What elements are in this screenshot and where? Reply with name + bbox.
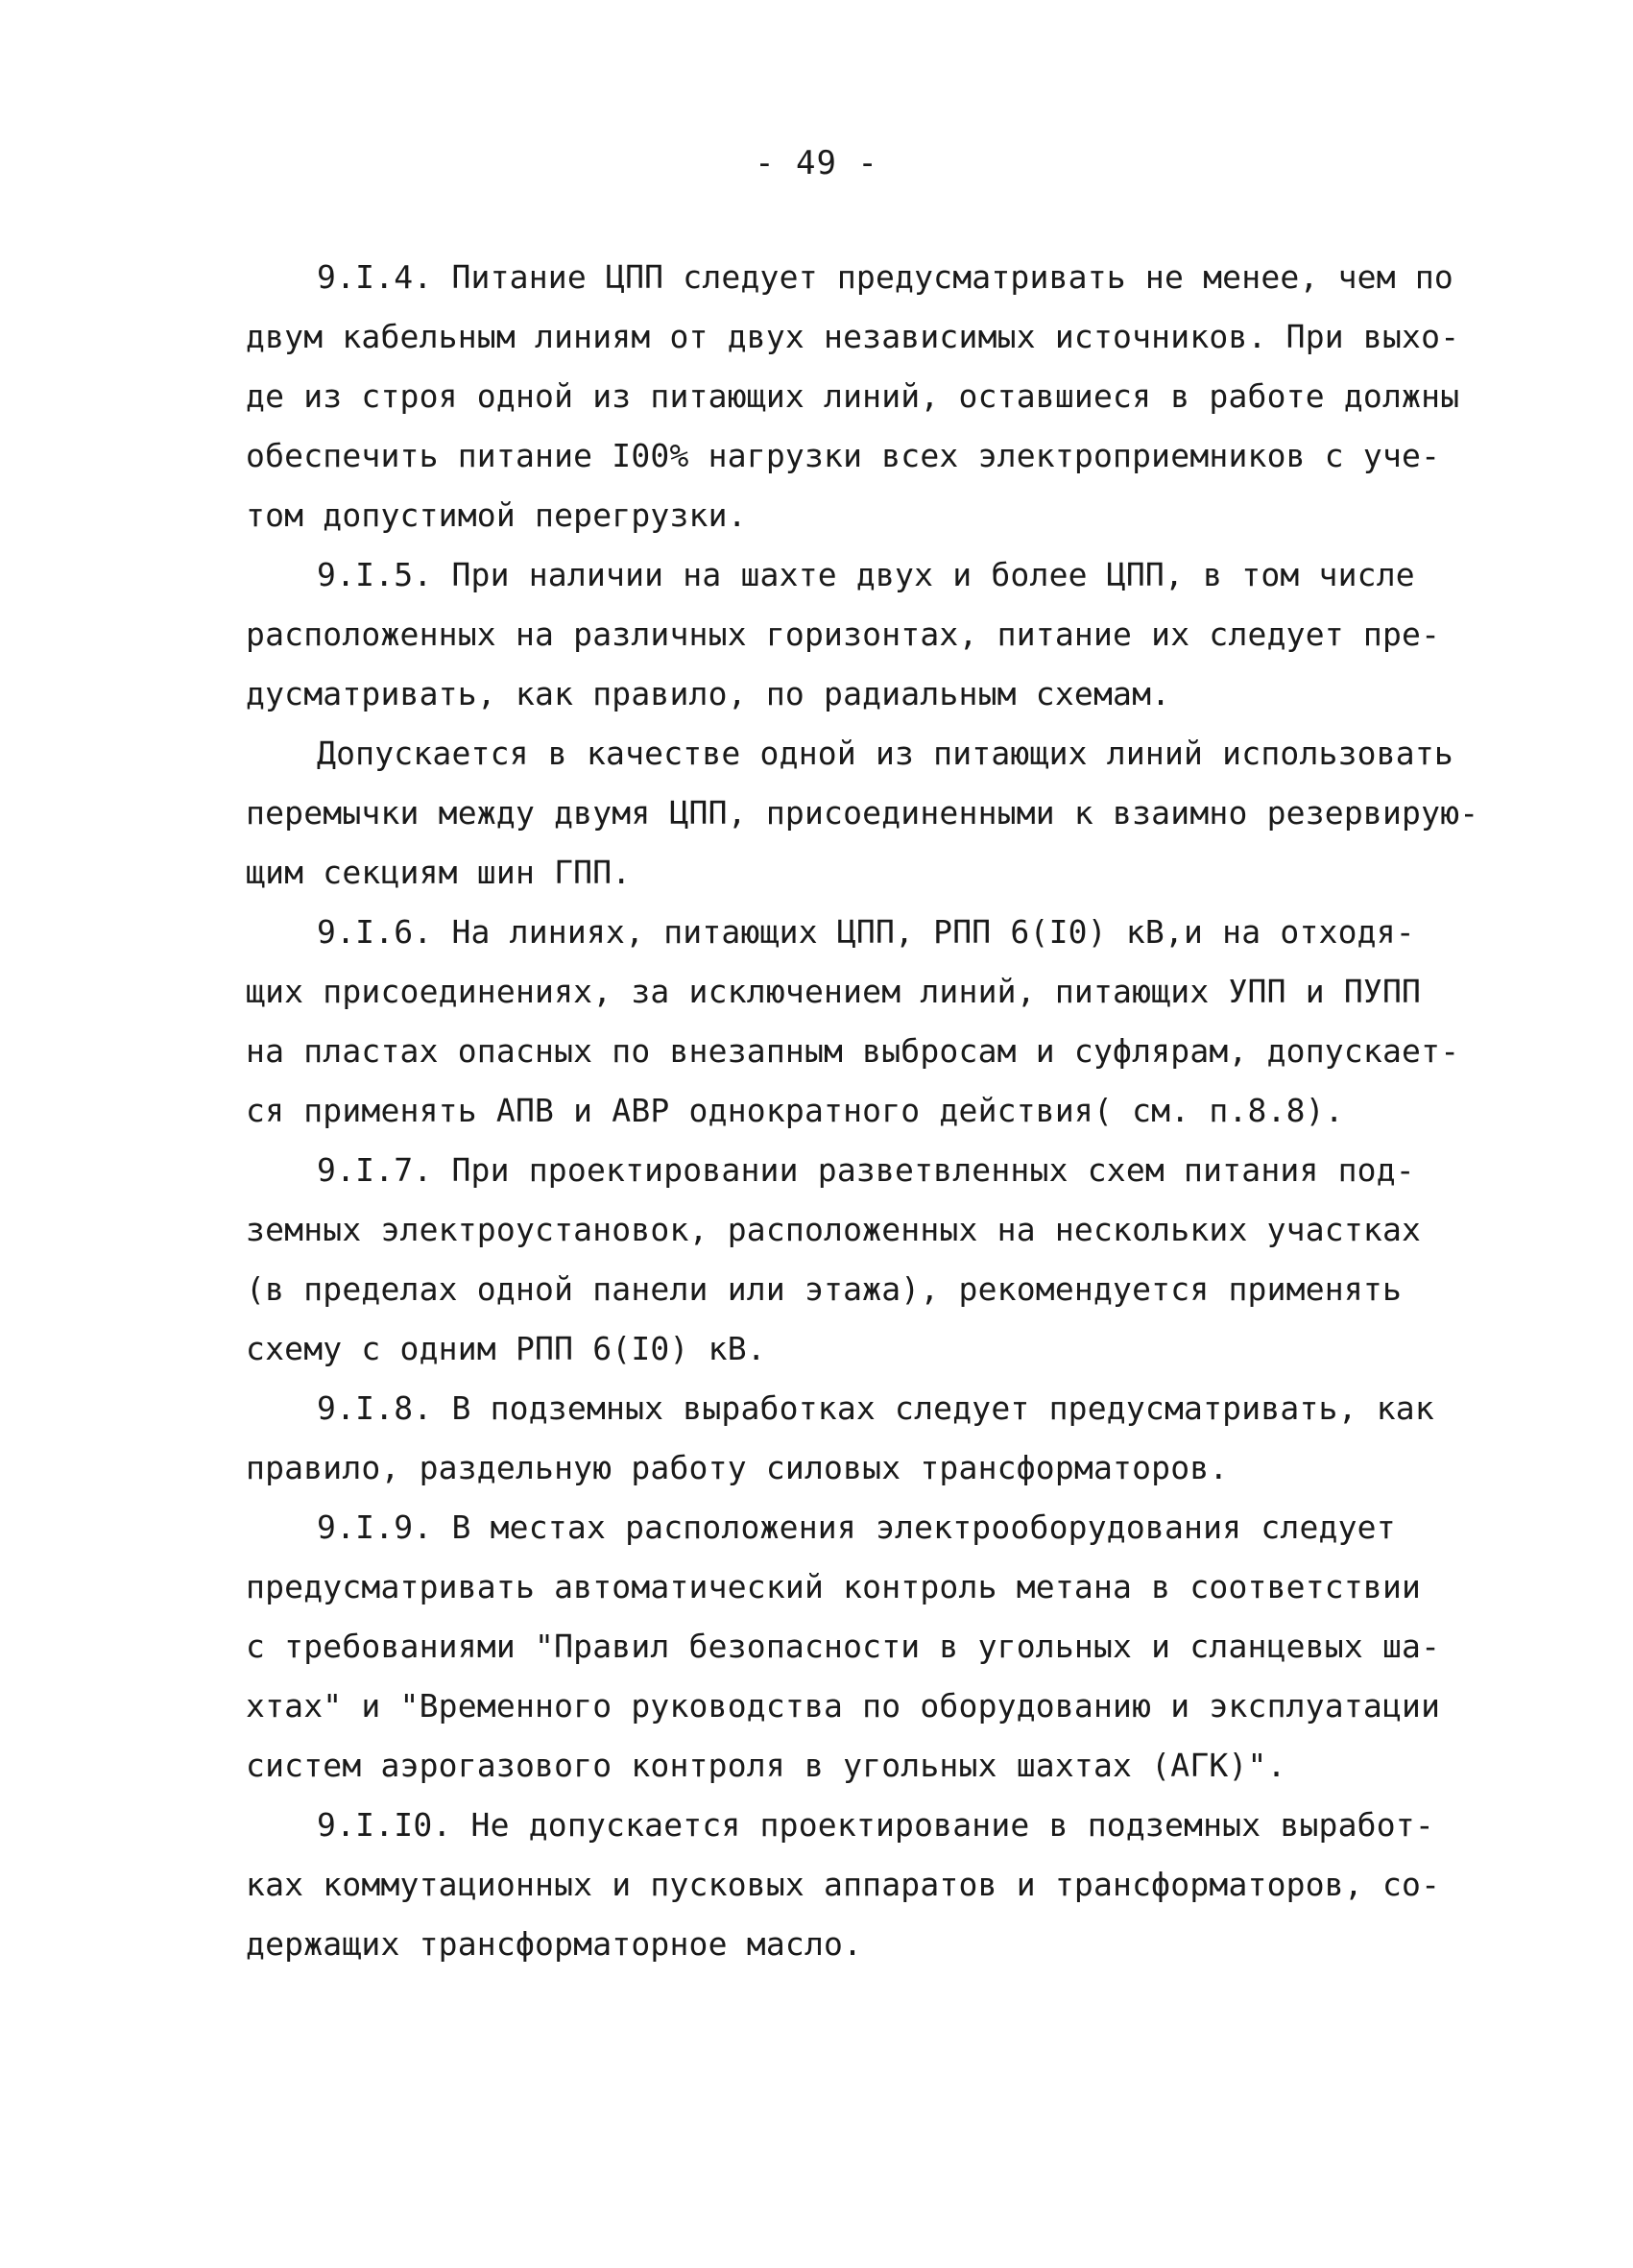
paragraph-9-1-4-line-5: том допустимой перегрузки.: [246, 496, 747, 534]
paragraph-9-1-4-line-2: двум кабельным линиям от двух независимых источников. При выхо-: [246, 318, 1460, 355]
paragraph-9-1-6-line-3: на пластах опасных по внезапным выбросам и суфлярам, допускает-: [246, 1032, 1460, 1070]
paragraph-9-1-6-line-2: щих присоединениях, за исключением линий, питающих УПП и ПУПП: [246, 973, 1422, 1010]
paragraph-9-1-4-line-1: 9.I.4. Питание ЦПП следует предусматривать не менее, чем по: [317, 258, 1453, 296]
paragraph-9-1-4-line-4: обеспечить питание I00% нагрузки всех электроприемников с уче-: [246, 437, 1441, 474]
paragraph-9-1-9-line-2: предусматривать автоматический контроль метана в соответствии: [246, 1568, 1422, 1605]
paragraph-9-1-10-line-1: 9.I.I0. Не допускается проектирование в подземных выработ-: [317, 1806, 1434, 1844]
paragraph-allowed-line-2: перемычки между двумя ЦПП, присоединенными к взаимно резервирую-: [246, 794, 1479, 832]
paragraph-9-1-10-line-2: ках коммутационных и пусковых аппаратов и трансформаторов, со-: [246, 1866, 1441, 1903]
paragraph-9-1-10-line-3: держащих трансформаторное масло.: [246, 1925, 863, 1963]
paragraph-9-1-7-line-3: (в пределах одной панели или этажа), рекомендуется применять: [246, 1270, 1403, 1308]
paragraph-9-1-4-line-3: де из строя одной из питающих линий, оставшиеся в работе должны: [246, 377, 1460, 415]
paragraph-9-1-5-line-2: расположенных на различных горизонтах, питание их следует пре-: [246, 615, 1441, 653]
paragraph-9-1-9-line-4: хтах" и "Временного руководства по оборудованию и эксплуатации: [246, 1687, 1441, 1725]
page-number: - 49 -: [755, 144, 878, 182]
paragraph-9-1-7-line-4: схему с одним РПП 6(I0) кВ.: [246, 1330, 766, 1367]
paragraph-9-1-7-line-2: земных электроустановок, расположенных на нескольких участках: [246, 1211, 1422, 1248]
paragraph-9-1-9-line-5: систем аэрогазового контроля в угольных шахтах (АГК)".: [246, 1747, 1286, 1784]
paragraph-allowed-line-1: Допускается в качестве одной из питающих линий использовать: [317, 735, 1453, 772]
paragraph-9-1-8-line-2: правило, раздельную работу силовых трансформаторов.: [246, 1449, 1229, 1486]
paragraph-9-1-6-line-4: ся применять АПВ и АВР однократного действия( см. п.8.8).: [246, 1092, 1344, 1129]
paragraph-allowed-line-3: щим секциям шин ГПП.: [246, 854, 632, 891]
paragraph-9-1-6-line-1: 9.I.6. На линиях, питающих ЦПП, РПП 6(I0) кВ,и на отходя-: [317, 913, 1415, 951]
paragraph-9-1-5-line-1: 9.I.5. При наличии на шахте двух и более ЦПП, в том числе: [317, 556, 1415, 593]
paragraph-9-1-9-line-3: с требованиями "Правил безопасности в угольных и сланцевых ша-: [246, 1628, 1441, 1665]
paragraph-9-1-5-line-3: дусматривать, как правило, по радиальным схемам.: [246, 675, 1171, 712]
paragraph-9-1-8-line-1: 9.I.8. В подземных выработках следует предусматривать, как: [317, 1389, 1434, 1427]
body-text: [246, 248, 1479, 1974]
paragraph-9-1-9-line-1: 9.I.9. В местах расположения электрооборудования следует: [317, 1508, 1396, 1546]
paragraph-9-1-7-line-1: 9.I.7. При проектировании разветвленных схем питания под-: [317, 1151, 1415, 1189]
